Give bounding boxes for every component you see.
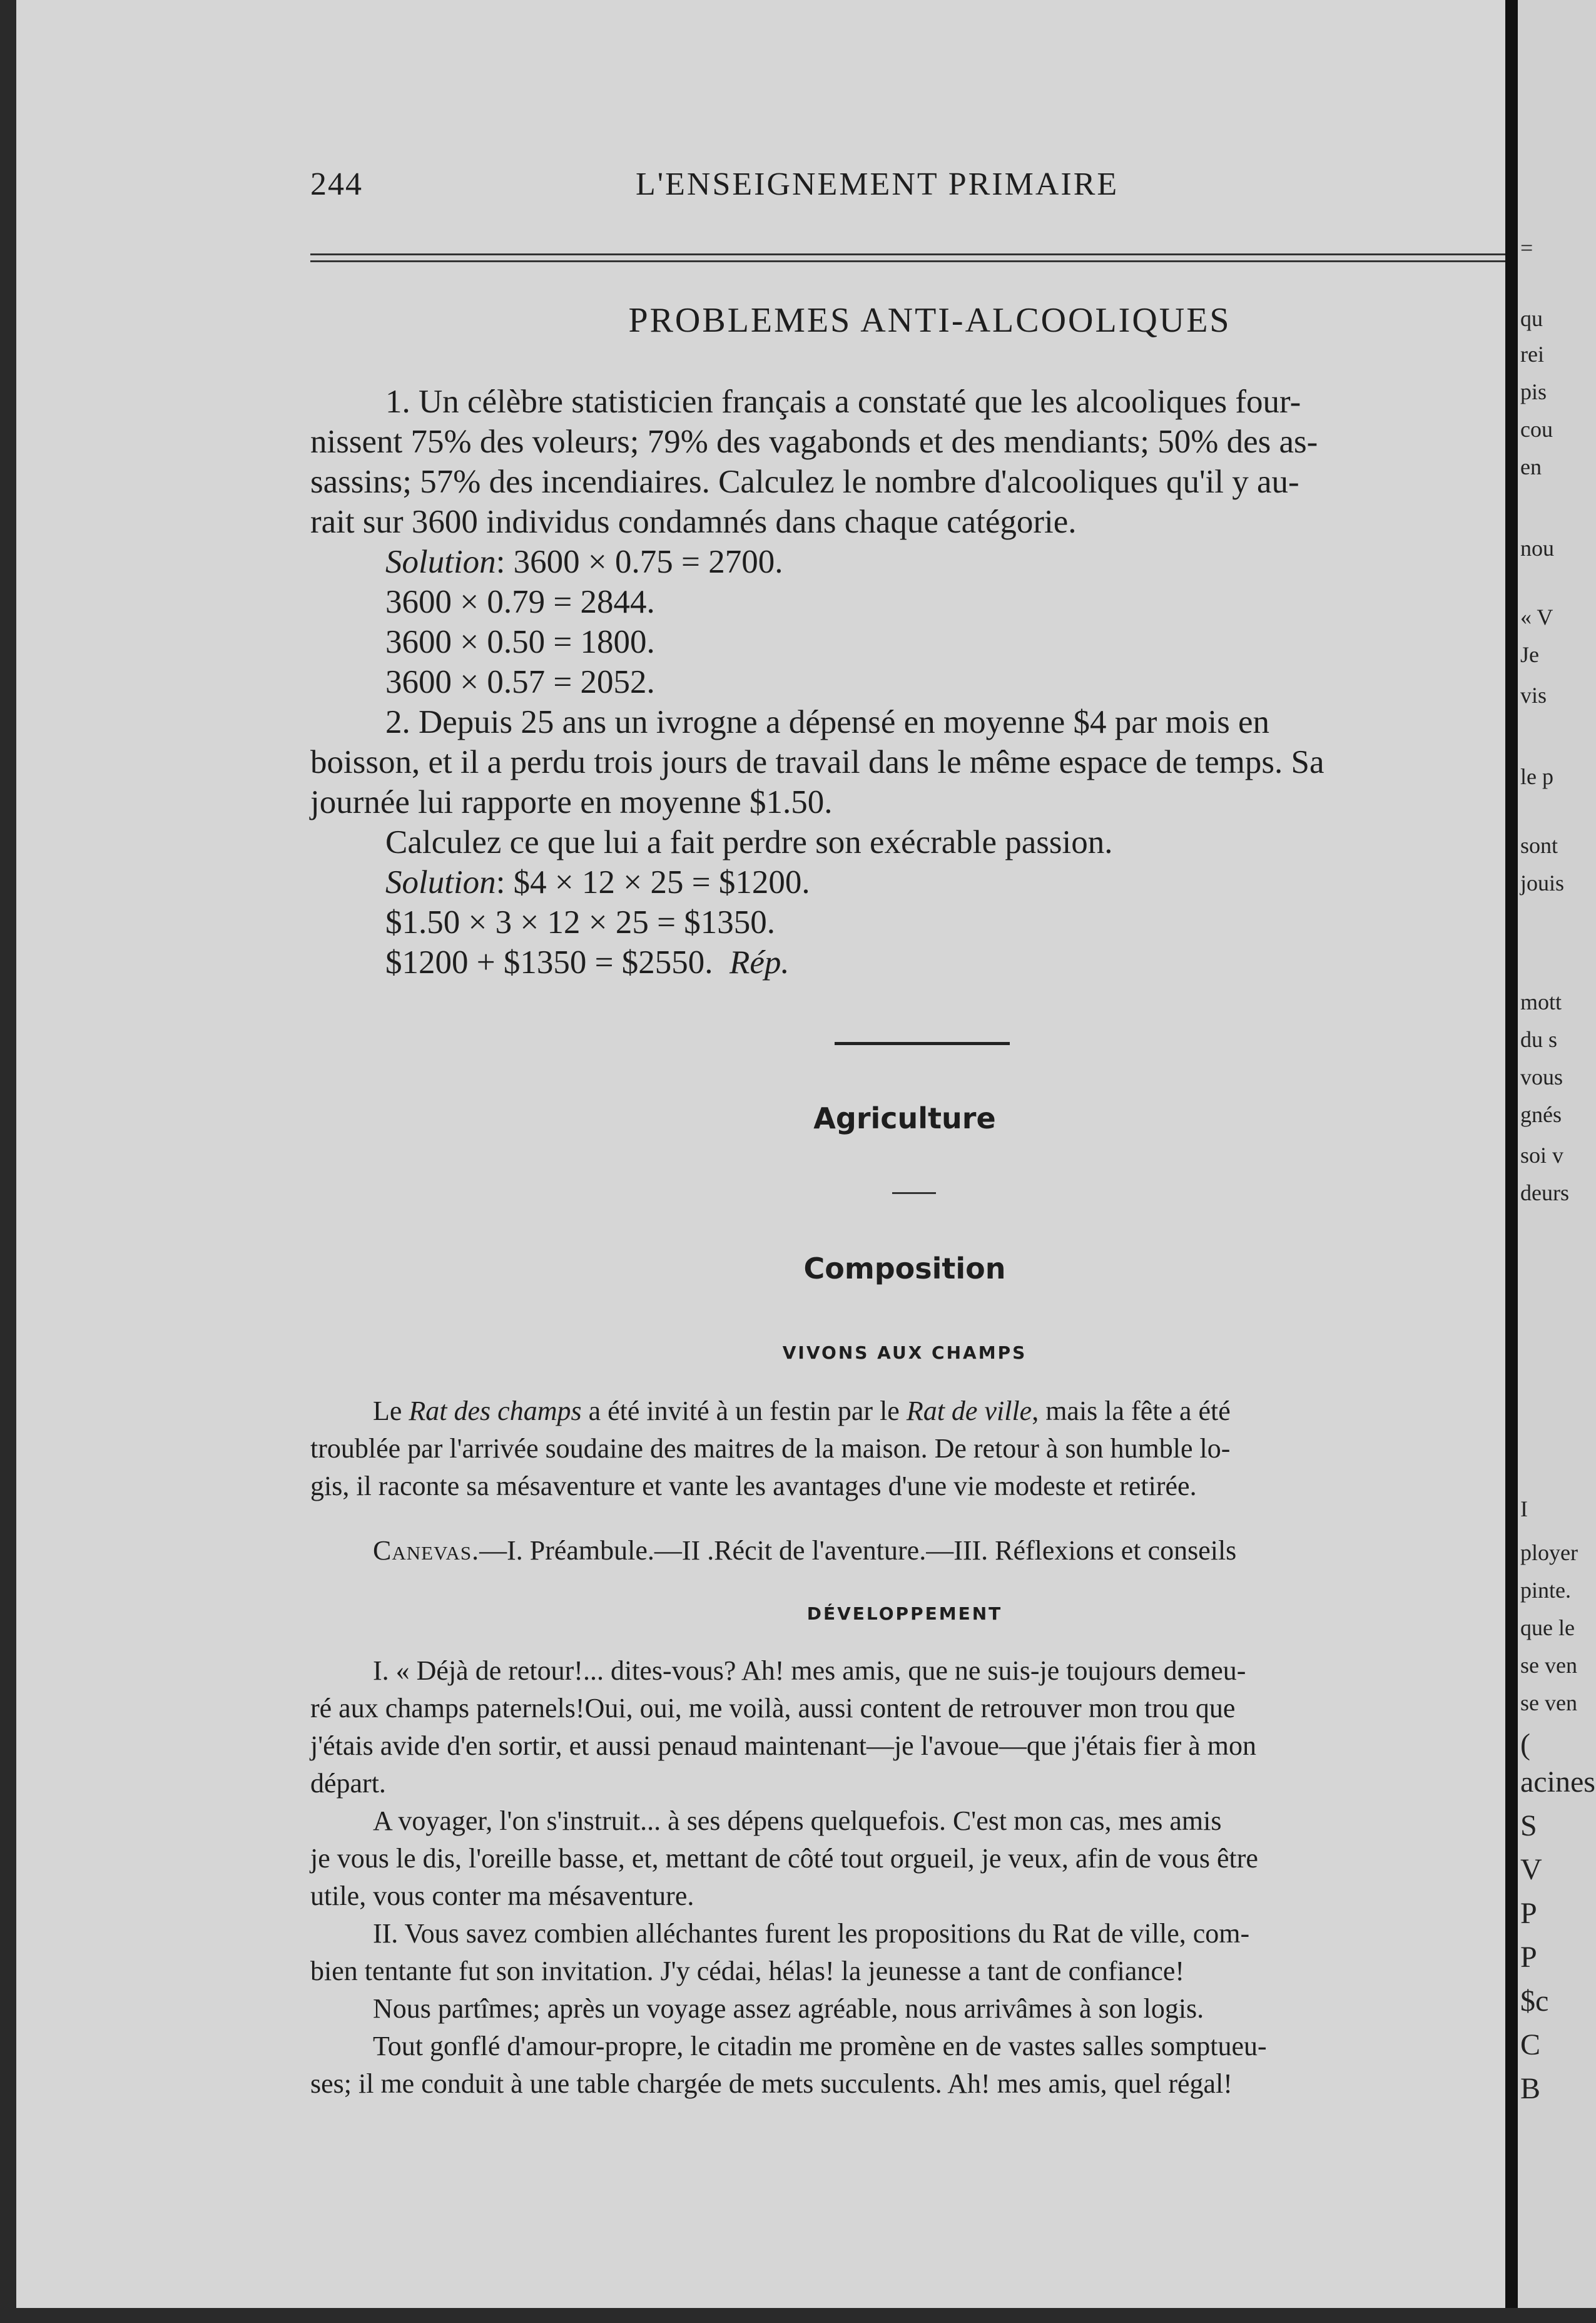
- solution-1-line: 3600 × 0.50 = 1800.: [385, 624, 655, 660]
- adjacent-page-fragment: se ven: [1520, 1690, 1577, 1715]
- dev-line: ré aux champs paternels!Oui, oui, me voilà, aussi content de retrouver mon trou que: [310, 1693, 1236, 1723]
- book-page: [16, 0, 1505, 2308]
- adjacent-page-fragment: pis: [1520, 379, 1547, 404]
- dev-line: II. Vous savez combien alléchantes furent les propositions du Rat de ville, com-: [373, 1918, 1250, 1949]
- solution-1-line: 3600 × 0.79 = 2844.: [385, 584, 655, 620]
- dev-line: Nous partîmes; après un voyage assez agréable, nous arrivâmes à son logis.: [373, 1993, 1204, 2024]
- dev-line: A voyager, l'on s'instruit... à ses dépens quelquefois. C'est mon cas, mes amis: [373, 1805, 1222, 1836]
- adjacent-page-fragment: S: [1520, 1809, 1537, 1842]
- dev-line: ses; il me conduit à une table chargée de mets succulents. Ah! mes amis, quel régal!: [310, 2068, 1233, 2099]
- problem-1-line: 1. Un célèbre statisticien français a constaté que les alcooliques four-: [385, 384, 1301, 420]
- adjacent-page-fragment: vous: [1520, 1064, 1563, 1090]
- dev-line: I. « Déjà de retour!... dites-vous? Ah! mes amis, que ne suis-je toujours demeu-: [373, 1655, 1246, 1686]
- problems-title: PROBLEMES ANTI-ALCOOLIQUES: [628, 301, 1231, 340]
- intro-line: Le Rat des champs a été invité à un festin par le Rat de ville, mais la fête a été: [373, 1396, 1231, 1426]
- scan-border-left: [0, 0, 16, 2323]
- solution-1-line: Solution: 3600 × 0.75 = 2700.: [385, 544, 783, 580]
- adjacent-page-fragment: $c: [1520, 1984, 1549, 2018]
- rep-label: Rép.: [729, 944, 790, 981]
- exercise-intro: [310, 1392, 1505, 1505]
- adjacent-page-fragment: « V: [1520, 605, 1553, 630]
- solution-2-line: $1200 + $1350 = $2550. Rép.: [385, 944, 790, 981]
- developpement-title: DÉVELOPPEMENT: [806, 1603, 1003, 1624]
- canevas-label: Canevas.: [373, 1535, 480, 1566]
- problem-1-line: rait sur 3600 individus condamnés dans chaque catégorie.: [310, 504, 1077, 540]
- problem-1-line: sassins; 57% des incendiaires. Calculez le nombre d'alcooliques qu'il y au-: [310, 464, 1299, 500]
- problem-2-line: journée lui rapporte en moyenne $1.50.: [310, 784, 833, 820]
- small-divider: [892, 1192, 936, 1194]
- adjacent-page-fragment: deurs: [1520, 1180, 1569, 1205]
- composition-heading: Composition: [803, 1252, 1006, 1285]
- adjacent-page-fragment: (: [1520, 1728, 1530, 1761]
- developpement-text: [310, 1652, 1505, 2103]
- adjacent-page-fragment: mott: [1520, 989, 1562, 1014]
- header-double-rule: [310, 253, 1505, 262]
- adjacent-page-fragment: =: [1520, 235, 1533, 260]
- dev-line: utile, vous conter ma mésaventure.: [310, 1881, 694, 1911]
- adjacent-page-fragment: rei: [1520, 342, 1544, 367]
- adjacent-page-fragment: P: [1520, 1897, 1537, 1930]
- problem-2-line: 2. Depuis 25 ans un ivrogne a dépensé en moyenne $4 par mois en: [385, 704, 1269, 740]
- adjacent-page-fragment: cou: [1520, 417, 1553, 442]
- book-gutter: [1505, 0, 1518, 2308]
- solution-label: Solution: [385, 864, 496, 901]
- adjacent-page-fragment: en: [1520, 454, 1542, 479]
- adjacent-page-fragment: B: [1520, 2072, 1541, 2105]
- problem-2-question: Calculez ce que lui a fait perdre son exécrable passion.: [385, 824, 1113, 860]
- adjacent-page-fragment: soi v: [1520, 1143, 1564, 1168]
- dev-line: départ.: [310, 1768, 386, 1799]
- solution-2-line: Solution: $4 × 12 × 25 = $1200.: [385, 864, 810, 901]
- agriculture-heading: Agriculture: [813, 1101, 996, 1135]
- problem-1: [310, 382, 1505, 983]
- dev-line: bien tentante fut son invitation. J'y cédai, hélas! la jeunesse a tant de confiance!: [310, 1956, 1185, 1986]
- adjacent-page-fragment: sont: [1520, 833, 1558, 858]
- adjacent-page-fragment: C: [1520, 2028, 1541, 2061]
- adjacent-page-fragment: se ven: [1520, 1653, 1577, 1678]
- intro-line: troublée par l'arrivée soudaine des maitres de la maison. De retour à son humble lo-: [310, 1433, 1231, 1464]
- adjacent-page-fragment: V: [1520, 1853, 1542, 1886]
- page-number: 244: [310, 166, 363, 202]
- problem-2-line: boisson, et il a perdu trois jours de travail dans le même espace de temps. Sa: [310, 744, 1324, 780]
- intro-line: gis, il raconte sa mésaventure et vante les avantages d'une vie modeste et retirée.: [310, 1471, 1197, 1501]
- adjacent-page-fragment: jouis: [1520, 870, 1565, 896]
- dev-line: Tout gonflé d'amour-propre, le citadin me promène en de vastes salles somptueu-: [373, 2031, 1267, 2061]
- running-header: [16, 166, 1505, 210]
- adjacent-page-fragment: pinte.: [1520, 1578, 1571, 1603]
- solution-label: Solution: [385, 544, 496, 580]
- running-title: L'ENSEIGNEMENT PRIMAIRE: [636, 166, 1119, 202]
- adjacent-page-fragment: ployer: [1520, 1540, 1578, 1565]
- scan-border-bottom: [0, 2308, 1596, 2323]
- adjacent-page-fragment: P: [1520, 1941, 1537, 1974]
- canevas: [310, 1532, 1505, 1570]
- adjacent-page-fragment: le p: [1520, 764, 1553, 789]
- dev-line: je vous le dis, l'oreille basse, et, mettant de côté tout orgueil, je veux, afin de vous être: [310, 1843, 1258, 1874]
- adjacent-page-fragment: vis: [1520, 683, 1547, 708]
- adjacent-page-fragment: que le: [1520, 1615, 1575, 1640]
- adjacent-page-fragment: gnés: [1520, 1102, 1562, 1127]
- solution-1-line: 3600 × 0.57 = 2052.: [385, 664, 655, 700]
- exercise-title: VIVONS AUX CHAMPS: [782, 1342, 1027, 1363]
- adjacent-page-fragment: acines: [1520, 1765, 1595, 1799]
- section-divider: [835, 1042, 1010, 1045]
- dev-line: j'étais avide d'en sortir, et aussi penaud maintenant—je l'avoue—que j'étais fier à mon: [310, 1730, 1257, 1761]
- adjacent-page-fragment: qu: [1520, 306, 1543, 331]
- adjacent-page-edge: [1518, 0, 1596, 2308]
- adjacent-page-fragment: Je: [1520, 642, 1539, 667]
- problem-1-line: nissent 75% des voleurs; 79% des vagabonds et des mendiants; 50% des as-: [310, 424, 1318, 460]
- solution-2-line: $1.50 × 3 × 12 × 25 = $1350.: [385, 904, 776, 941]
- adjacent-page-fragment: I: [1520, 1496, 1528, 1521]
- canevas-line: Canevas.—I. Préambule.—II .Récit de l'aventure.—III. Réflexions et conseils: [373, 1535, 1237, 1566]
- adjacent-page-fragment: nou: [1520, 536, 1554, 561]
- adjacent-page-fragment: du s: [1520, 1027, 1558, 1052]
